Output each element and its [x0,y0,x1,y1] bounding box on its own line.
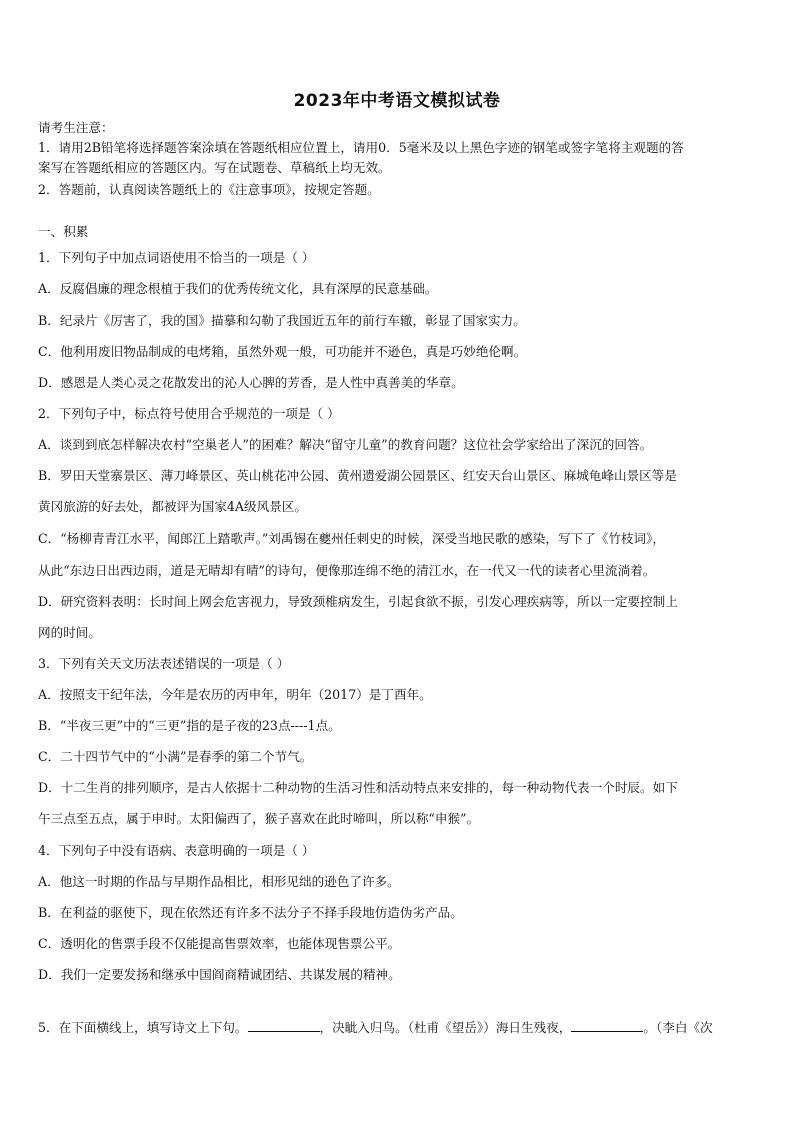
section-heading: 一、积累 [38,224,89,239]
question-5-part-2: ，决眦入归鸟。（杜甫《望岳》）海日生残夜， [319,1020,572,1035]
question-5-part-3: 。（李白《次 [643,1020,713,1035]
question-2-option-b: B．罗田天堂寨景区、薄刀峰景区、英山桃花冲公园、黄州遗爱湖公园景区、红安天台山景区、麻城龟峰山景区等是 [38,468,677,483]
question-3-option-a: A．按照支干纪年法，今年是农历的丙申年，明年（2017）是丁酉年。 [38,687,432,702]
question-1-option-a: A．反腐倡廉的理念根植于我们的优秀传统文化，具有深厚的民意基础。 [38,281,438,296]
page-title: 2023年中考语文模拟试卷 [293,91,501,111]
question-2-option-d-cont: 网的时间。 [38,625,101,640]
notice-heading: 请考生注意： [38,120,114,135]
question-3-option-c: C．二十四节气中的“小满”是春季的第二个节气。 [38,749,313,764]
answer-blank-2[interactable] [571,1019,643,1032]
question-4-option-b: B．在利益的驱使下，现在依然还有许多不法分子不择手段地仿造伪劣产品。 [38,905,463,920]
notice-item-1: 1．请用2B铅笔将选择题答案涂填在答题纸相应位置上，请用0．5毫米及以上黑色字迹的钢笔或签字笔将主观题的答 [38,140,684,155]
question-4-option-a: A．他这一时期的作品与早期作品相比，相形见绌的逊色了许多。 [38,874,400,889]
question-4-option-c: C．透明化的售票手段不仅能提高售票效率，也能体现售票公平。 [38,936,401,951]
question-3-option-d-cont: 午三点至五点，属于申时。太阳偏西了，猴子喜欢在此时啼叫，所以称“申猴”。 [38,811,480,826]
question-3-option-b: B．“半夜三更”中的“三更”指的是子夜的23点----1点。 [38,718,341,733]
question-1-option-d: D．感恩是人类心灵之花散发出的沁人心脾的芳香，是人性中真善美的华章。 [38,375,464,390]
question-2-option-c: C．“杨柳青青江水平，闻郎江上踏歌声。”刘禹锡在夔州任刺史的时候，深受当地民歌的感染，写下了《竹枝词》， [38,531,666,546]
question-3-option-d: D．十二生肖的排列顺序，是古人依据十二种动物的生活习性和活动特点来安排的，每一种动物代表一个时辰。如下 [38,780,678,795]
question-3-stem: 3．下列有关天文历法表述错误的一项是（ ） [38,656,290,671]
question-5 [38,1019,758,1036]
question-1-stem: 1．下列句子中加点词语使用不恰当的一项是（ ） [38,250,315,265]
question-4-option-d: D．我们一定要发扬和继承中国阎商精诚团结、共谋发展的精神。 [38,967,401,982]
question-4-stem: 4．下列句子中没有语病、表意明确的一项是（ ） [38,843,315,858]
question-2-option-d: D．研究资料表明：长时间上网会危害视力，导致颈椎病发生，引起食欲不振，引发心理疾病等，所以一定要控制上 [38,594,678,609]
notice-item-2: 2．答题前，认真阅读答题纸上的《注意事项》，按规定答题。 [38,182,380,197]
question-2-option-b-cont: 黄冈旅游的好去处，都被评为国家4A级风景区。 [38,499,307,514]
answer-blank-1[interactable] [248,1019,320,1032]
notice-item-1-cont: 案写在答题纸相应的答题区内。写在试题卷、草稿纸上均无效。 [38,160,391,175]
question-1-option-c: C．他利用废旧物品制成的电烤箱，虽然外观一般，可功能并不逊色，真是巧妙绝伦啊。 [38,344,527,359]
question-5-part-1: 5．在下面横线上，填写诗文上下句。 [38,1020,248,1035]
question-1-option-b: B．纪录片《厉害了，我的国》描摹和勾勒了我国近五年的前行车辙，彰显了国家实力。 [38,313,526,328]
question-2-option-a: A．谈到到底怎样解决农村“空巢老人”的困难？解决“留守儿童”的教育问题？这位社会学家给出了深沉的回答。 [38,437,653,452]
question-2-option-c-cont: 从此“东边日出西边雨，道是无晴却有晴”的诗句，便像那连绵不绝的清江水，在一代又一代的读者心里流淌着。 [38,563,656,578]
question-2-stem: 2．下列句子中，标点符号使用合乎规范的一项是（ ） [38,406,340,421]
